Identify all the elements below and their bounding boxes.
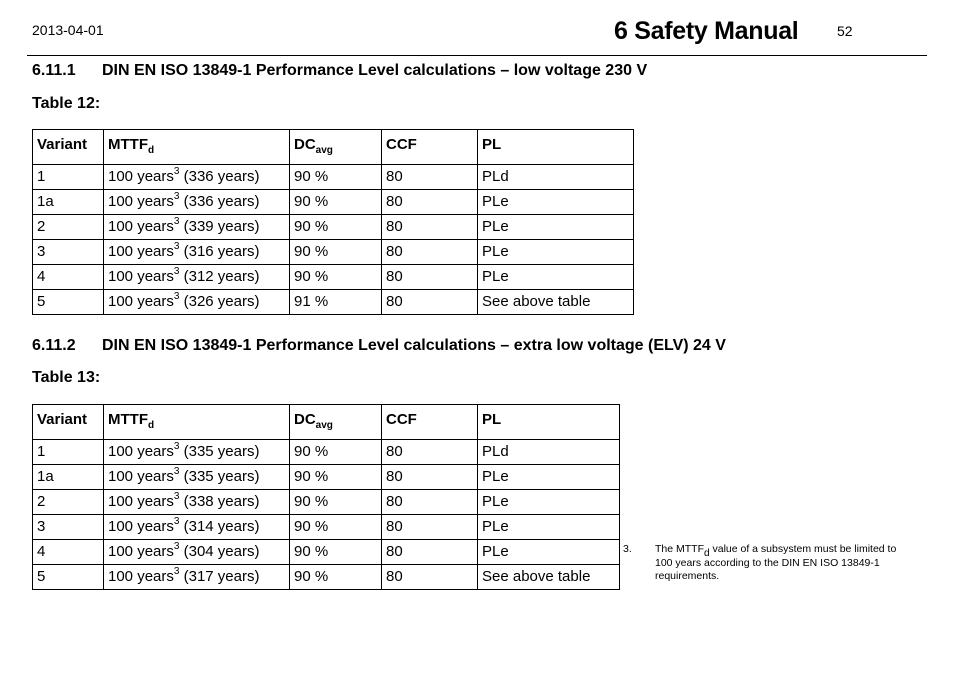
col-header-ccf: CCF (382, 130, 478, 165)
cell-ccf: 80 (382, 515, 478, 540)
cell-pl: PLe (478, 190, 634, 215)
cell-variant: 4 (33, 265, 104, 290)
cell-pl: See above table (478, 290, 634, 315)
cell-dc: 90 % (290, 515, 382, 540)
cell-dc: 90 % (290, 215, 382, 240)
table-row (33, 540, 620, 565)
cell-pl: PLe (478, 240, 634, 265)
cell-ccf: 80 (382, 240, 478, 265)
section-title: DIN EN ISO 13849-1 Performance Level calculations – low voltage 230 V (102, 62, 648, 79)
cell-variant: 3 (33, 515, 104, 540)
cell-ccf: 80 (382, 290, 478, 315)
cell-mttf: 100 years$^3$ (335 years) (104, 465, 290, 490)
cell-dc: 90 % (290, 265, 382, 290)
col-header-mttf: $MTTF_d$ (104, 405, 290, 440)
cell-mttf: 100 years$^3$ (326 years) (104, 290, 290, 315)
cell-ccf: 80 (382, 465, 478, 490)
cell-variant: 5 (33, 565, 104, 590)
table-row (33, 265, 634, 290)
col-header-dc: $DC_{avg}$ (290, 130, 382, 165)
section-number: 6.11.1 (32, 62, 76, 79)
cell-dc: 90 % (290, 440, 382, 465)
table-12 (32, 129, 634, 315)
cell-variant: 5 (33, 290, 104, 315)
col-header-mttf: $MTTF_d$ (104, 130, 290, 165)
cell-variant: 1a (33, 190, 104, 215)
document-date: 2013-04-01 (32, 22, 104, 38)
table-row (33, 165, 634, 190)
cell-ccf: 80 (382, 215, 478, 240)
header-divider (27, 55, 927, 56)
cell-ccf: 80 (382, 440, 478, 465)
col-header-pl: PL (478, 130, 634, 165)
table-13 (32, 404, 620, 590)
footnote-text: The $MTTF_d$ value of a subsystem must be limited to 100 years according to the DIN EN ISO 13849-1 requirements. (655, 543, 897, 582)
page-number: 52 (837, 23, 853, 39)
cell-mttf: 100 years$^3$ (314 years) (104, 515, 290, 540)
table-header-row (33, 405, 620, 440)
cell-pl: PLe (478, 540, 620, 565)
cell-dc: 90 % (290, 565, 382, 590)
cell-dc: 90 % (290, 165, 382, 190)
cell-pl: PLe (478, 515, 620, 540)
cell-variant: 1a (33, 465, 104, 490)
cell-mttf: 100 years$^3$ (304 years) (104, 540, 290, 565)
col-header-variant: Variant (33, 130, 104, 165)
table-row (33, 290, 634, 315)
cell-variant: 3 (33, 240, 104, 265)
cell-dc: 90 % (290, 240, 382, 265)
cell-ccf: 80 (382, 165, 478, 190)
cell-ccf: 80 (382, 540, 478, 565)
col-header-variant: Variant (33, 405, 104, 440)
cell-variant: 2 (33, 215, 104, 240)
section-title: DIN EN ISO 13849-1 Performance Level calculations – extra low voltage (ELV) 24 V (102, 337, 726, 354)
cell-dc: 90 % (290, 465, 382, 490)
cell-ccf: 80 (382, 490, 478, 515)
table-header-row (33, 130, 634, 165)
cell-dc: 90 % (290, 190, 382, 215)
cell-pl: PLd (478, 165, 634, 190)
section-heading-6-11-1 (32, 62, 647, 80)
table-row (33, 440, 620, 465)
table-row (33, 515, 620, 540)
footnote-number: 3. (623, 543, 632, 555)
cell-variant: 2 (33, 490, 104, 515)
cell-pl: PLe (478, 215, 634, 240)
cell-mttf: 100 years$^3$ (316 years) (104, 240, 290, 265)
table-row (33, 190, 634, 215)
chapter-title: 6 Safety Manual (614, 17, 799, 45)
cell-variant: 1 (33, 165, 104, 190)
col-header-pl: PL (478, 405, 620, 440)
section-heading-6-11-2 (32, 337, 726, 355)
cell-mttf: 100 years$^3$ (317 years) (104, 565, 290, 590)
col-header-ccf: CCF (382, 405, 478, 440)
cell-pl: PLe (478, 490, 620, 515)
cell-mttf: 100 years$^3$ (312 years) (104, 265, 290, 290)
table-13-label: Table 13: (32, 369, 101, 386)
cell-ccf: 80 (382, 190, 478, 215)
cell-dc: 90 % (290, 540, 382, 565)
table-row (33, 565, 620, 590)
col-header-dc: $DC_{avg}$ (290, 405, 382, 440)
table-row (33, 215, 634, 240)
cell-mttf: 100 years$^3$ (339 years) (104, 215, 290, 240)
cell-mttf: 100 years$^3$ (336 years) (104, 165, 290, 190)
cell-ccf: 80 (382, 265, 478, 290)
cell-mttf: 100 years$^3$ (336 years) (104, 190, 290, 215)
cell-pl: PLe (478, 265, 634, 290)
table-row (33, 465, 620, 490)
cell-variant: 4 (33, 540, 104, 565)
section-number: 6.11.2 (32, 337, 76, 354)
cell-variant: 1 (33, 440, 104, 465)
cell-ccf: 80 (382, 565, 478, 590)
table-row (33, 240, 634, 265)
cell-mttf: 100 years$^3$ (338 years) (104, 490, 290, 515)
cell-pl: PLe (478, 465, 620, 490)
cell-pl: See above table (478, 565, 620, 590)
cell-mttf: 100 years$^3$ (335 years) (104, 440, 290, 465)
cell-dc: 90 % (290, 490, 382, 515)
cell-pl: PLd (478, 440, 620, 465)
cell-dc: 91 % (290, 290, 382, 315)
table-row (33, 490, 620, 515)
table-12-label: Table 12: (32, 95, 101, 112)
